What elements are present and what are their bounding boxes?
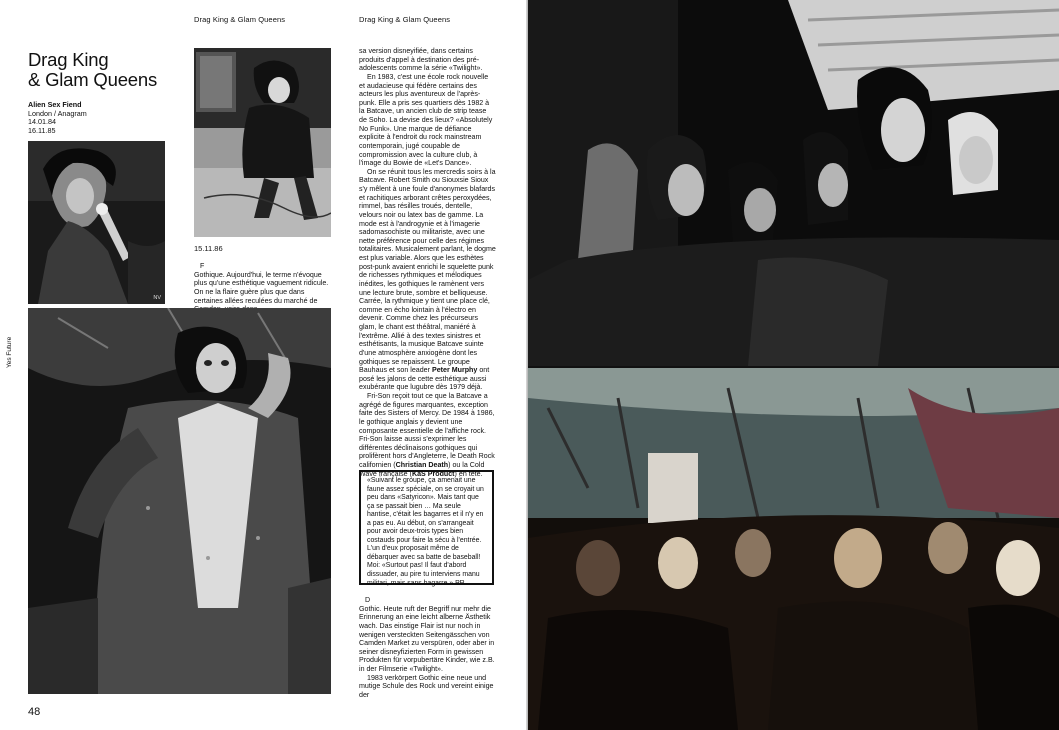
french-para-3: On se réunit tous les mercredis soirs à la Batcave. Robert Smith ou Siouxsie Sioux s'y mêlent à une foule d'anonymes blafards et rachitiques arborant crêtes peroxydées, rimmel, bas résilles troués, dentelle, velours noir ou latex bas de gamme. La mode est à l'androgynie et à l'imagerie sadomasochiste ou militariste, avec une nette préférence pour celle des régimes totalitaires. Musicalement parlant, le dogme est plus variable. Alors que les esthètes post-punk avaient enrichi le squelette punk de richesses rythmiques et mélodiques inédites, les gothiques le ramènent vers une lecture brute, sombre et belliqueuse. Carrée, la rythmique y tient une place clé, comme en écho lointain à l'électro en devenir. Comme chez les précurseurs glam, le chant est théâtral, maniéré à l'extrême. Allié à des textes sinistres et esthétisants, la musique Batcave suinte d'une atmosphère anxiogène dont les gothiques se repaissent. Le groupe Bauhaus et son leader Peter Murphy ont posé les jalons de cette esthétique aussi exubérante que lugubre dès 1979 déjà. <box>359 167 496 392</box>
german-para-1: Gothic. Heute ruft der Begriff nur mehr die Erinnerung an eine leicht alberne Ästhetik wach. Das einstige Flair ist nur noch in wenigen versteckten Seitengässchen von Camden Market zu verspüren, oder aber in seiner disneyfizierten Form in gewissen Produkten für vorpubertäre Kinder, wie z.B. in der Filmserie «Twilight». <box>359 604 495 673</box>
german-article-column <box>359 596 496 700</box>
gig-date-1: 14.01.84 <box>28 117 56 127</box>
drop-letter-d: D <box>365 596 371 604</box>
french-intro-paragraph: Gothique. Aujourd'hui, le terme n'évoque plus qu'une esthétique vaguement ridicule. On ne la flaire guère plus que dans certaines allées reculées du marché de <box>194 270 329 305</box>
photo-crouching-performer <box>194 48 331 237</box>
artist-christian-death: Christian Death <box>395 461 449 469</box>
french-article-column <box>359 47 496 478</box>
photo-crowd-profiles <box>528 0 1059 366</box>
artist-peter-murphy: Peter Murphy <box>431 366 478 375</box>
gig-meta <box>28 101 87 136</box>
photo-club-crowd <box>528 368 1059 730</box>
photo-performer-large <box>28 308 331 694</box>
german-para-2: 1983 verkörpert Gothic eine neue und mutige Schule des Rock und vereint einige der <box>359 673 494 699</box>
band-name: Alien Sex Fiend <box>28 100 82 109</box>
artist-kas-product: KaS Product <box>411 469 455 478</box>
drop-letter-f: F <box>200 262 205 270</box>
french-para-4: Fri-Son reçoit tout ce que la Batcave a agrégé de figures marquantes, exception faite des Sisters of Mercy. De 1984 à 1986, le gothique anglais y devient une composante essentielle de l'affiche rock. Fri-Son laisse aussi s'exprimer les différentes déclinaisons gothiques qui prolifèrent hors d'Angleterre, le Death Rock californien (Christian Death) ou la Cold Wave française (KaS Product) en tête. <box>359 392 495 478</box>
photo-singer-microphone <box>28 141 165 304</box>
title-line-1: Drag King <box>28 49 109 70</box>
gig-date-2: 16.11.85 <box>28 126 56 136</box>
pull-quote-box: «Suivant le groupe, ça amenait une faune assez spéciale, on se croyait un peu dans «Satyricon». Mais tant que ça se passait bien … Ma seule hantise, c'était les bagarres et il n'y en a pas eu. Au début, on s'arrangeait pour avoir deux-trois types bien costauds pour faire la sécu à l'entrée. L'un d'eux proposait même de débarquer avec sa batte de baseball! Moi: «Surtout pas! Il faut d'abord dissuader, au pire tu interviens manu militari, mais sans bagarre.» PR <box>359 470 494 585</box>
left-page <box>0 0 528 730</box>
running-head-left: Drag King & Glam Queens <box>194 15 286 24</box>
title-line-2: & Glam Queens <box>28 69 158 90</box>
french-intro-text <box>194 262 331 314</box>
french-para-1: sa version disneyifiée, dans certains produits d'appel à destination des pré-adolescents comme la série «Twilight». <box>359 47 483 73</box>
photo-credit: NV <box>153 295 161 301</box>
running-head-right: Drag King & Glam Queens <box>359 15 451 24</box>
venue-label: London / Anagram <box>28 108 87 118</box>
caption-date: 15.11.86 <box>194 244 223 253</box>
right-page-photos <box>528 0 1059 730</box>
page-number: 48 <box>28 706 41 718</box>
french-para-2: En 1983, c'est une école rock nouvelle et audacieuse qui fédère certains des acteurs les plus aventureux de l'après-punk. Elle a pris ses quartiers dès 1982 à la Batcave, un ancien club de strip tease de Soho. La devise des lieux? «Absolutely No Funk». Une marque de défiance explicite à l'endroit du rock mainstream contemporain, jugé coupable de compromission avec la culture club, à l'image du Bowie de «Let's Dance». <box>359 72 493 168</box>
article-title <box>28 50 188 90</box>
side-section-label: Yes Future <box>6 336 13 368</box>
